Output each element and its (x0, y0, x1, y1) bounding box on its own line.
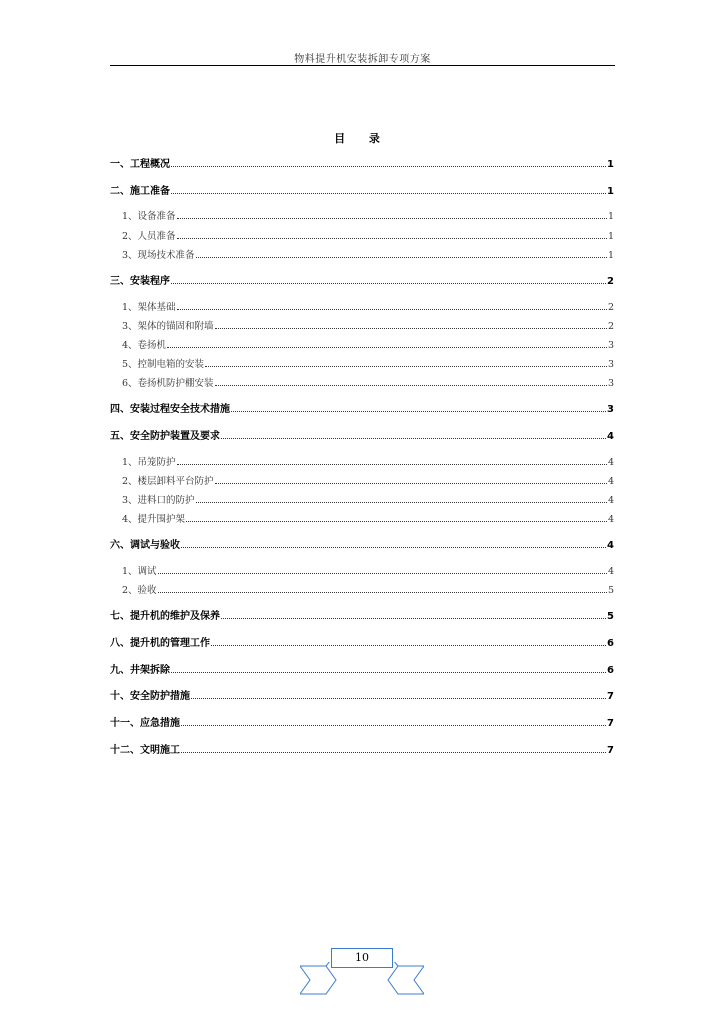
toc-entry[interactable] (122, 319, 614, 333)
toc-entry[interactable] (122, 376, 614, 390)
toc-entry[interactable] (122, 474, 614, 488)
toc-entry[interactable] (110, 716, 614, 730)
toc-entry-page: 1 (607, 186, 614, 197)
toc-leader-dots (211, 636, 606, 646)
toc-entry-label: 十二、文明施工 (110, 745, 180, 756)
toc-leader-dots (215, 474, 607, 484)
toc-leader-dots (177, 209, 607, 219)
toc-entry-page: 4 (607, 566, 614, 577)
toc-entry-page: 4 (607, 514, 614, 525)
toc-entry[interactable] (110, 743, 614, 757)
toc-entry-page: 3 (607, 340, 614, 351)
toc-leader-dots (181, 538, 606, 548)
toc-leader-dots (181, 716, 606, 726)
toc-entry-page: 2 (607, 321, 614, 332)
running-header: 物料提升机安装拆卸专项方案 (294, 54, 431, 65)
toc-entry-page: 4 (607, 476, 614, 487)
toc-entry[interactable] (110, 663, 614, 677)
toc-leader-dots (205, 357, 607, 367)
toc-entry[interactable] (122, 209, 614, 223)
toc-entry-page: 1 (607, 211, 614, 222)
toc-entry[interactable] (110, 636, 614, 650)
toc-entry[interactable] (110, 402, 614, 416)
toc-entry-label: 九、井架拆除 (110, 665, 170, 676)
toc-entry-label: 4、提升围护架 (122, 514, 186, 525)
toc-leader-dots (215, 319, 607, 329)
toc-entry-label: 一、工程概况 (110, 159, 170, 170)
toc-entry-page: 2 (607, 302, 614, 313)
toc-leader-dots (158, 564, 607, 574)
toc-entry[interactable] (122, 300, 614, 314)
toc-entry-label: 2、楼层卸料平台防护 (122, 476, 214, 487)
toc-entry-label: 二、施工准备 (110, 186, 170, 197)
toc-entry[interactable] (122, 564, 614, 578)
toc-leader-dots (171, 274, 606, 284)
toc-entry-page: 1 (607, 231, 614, 242)
toc-entry-label: 2、验收 (122, 585, 157, 596)
toc-entry-label: 6、卷扬机防护棚安装 (122, 378, 214, 389)
toc-entry-page: 1 (607, 250, 614, 261)
toc-entry-label: 十、安全防护措施 (110, 691, 190, 702)
toc-entry-page: 4 (607, 495, 614, 506)
toc-entry-page: 3 (607, 378, 614, 389)
toc-entry-label: 2、人员准备 (122, 231, 176, 242)
toc-leader-dots (177, 455, 607, 465)
toc-entry[interactable] (110, 184, 614, 198)
toc-leader-dots (171, 663, 606, 673)
toc-entry[interactable] (122, 493, 614, 507)
toc-leader-dots (177, 300, 607, 310)
toc-entry[interactable] (122, 229, 614, 243)
toc-entry-label: 七、提升机的维护及保养 (110, 611, 220, 622)
page-number: 10 (331, 948, 393, 968)
toc-entry-label: 3、进料口的防护 (122, 495, 195, 506)
toc-entry-label: 五、安全防护装置及要求 (110, 431, 220, 442)
toc-entry[interactable] (122, 512, 614, 526)
toc-entry-page: 2 (607, 276, 614, 287)
toc-leader-dots (186, 512, 607, 522)
toc-entry-page: 3 (607, 404, 614, 415)
toc-leader-dots (215, 376, 607, 386)
toc-leader-dots (221, 609, 606, 619)
toc-entry-label: 1、调试 (122, 566, 157, 577)
toc-entry-page: 3 (607, 359, 614, 370)
toc-entry-label: 四、安装过程安全技术措施 (110, 404, 230, 415)
toc-leader-dots (167, 338, 607, 348)
toc-leader-dots (196, 493, 607, 503)
toc-entry-label: 十一、应急措施 (110, 718, 180, 729)
toc-entry-page: 6 (607, 638, 614, 649)
toc-leader-dots (171, 157, 606, 167)
toc-entry-page: 6 (607, 665, 614, 676)
toc-entry-page: 4 (607, 431, 614, 442)
toc-entry-page: 4 (607, 457, 614, 468)
toc-entry-label: 3、架体的锚固和附墙 (122, 321, 214, 332)
toc-entry-page: 7 (607, 745, 614, 756)
toc-leader-dots (221, 429, 606, 439)
toc-entry-page: 1 (607, 159, 614, 170)
toc-leader-dots (191, 689, 606, 699)
toc-entry-label: 1、设备准备 (122, 211, 176, 222)
toc-entry[interactable] (122, 338, 614, 352)
toc-entry[interactable] (110, 157, 614, 171)
toc-entry[interactable] (122, 455, 614, 469)
toc-entry-label: 八、提升机的管理工作 (110, 638, 210, 649)
toc-entry-label: 1、架体基础 (122, 302, 176, 313)
toc-entry-label: 5、控制电箱的安装 (122, 359, 205, 370)
toc-entry[interactable] (122, 583, 614, 597)
toc-leader-dots (196, 248, 607, 258)
toc-entry-label: 3、现场技术准备 (122, 250, 195, 261)
toc-entry-page: 7 (607, 691, 614, 702)
toc-entry[interactable] (122, 248, 614, 262)
toc-entry[interactable] (122, 357, 614, 371)
toc-entry[interactable] (110, 429, 614, 443)
toc-entry-page: 5 (607, 585, 614, 596)
toc-leader-dots (181, 743, 606, 753)
toc-leader-dots (158, 583, 607, 593)
toc-leader-dots (171, 184, 606, 194)
toc-entry-page: 7 (607, 718, 614, 729)
toc-entry-label: 六、调试与验收 (110, 540, 180, 551)
toc-title: 目 录 (334, 132, 390, 145)
toc-entry[interactable] (110, 274, 614, 288)
toc-entry-label: 4、卷扬机 (122, 340, 167, 351)
toc-entry-label: 1、吊笼防护 (122, 457, 176, 468)
header-rule (110, 65, 615, 66)
toc-entry[interactable] (110, 538, 614, 552)
toc-entry[interactable] (110, 609, 614, 623)
toc-leader-dots (231, 402, 606, 412)
toc-entry[interactable] (110, 689, 614, 703)
toc-entry-page: 5 (607, 611, 614, 622)
toc-entry-label: 三、安装程序 (110, 276, 170, 287)
toc-entry-page: 4 (607, 540, 614, 551)
toc-leader-dots (177, 229, 607, 239)
